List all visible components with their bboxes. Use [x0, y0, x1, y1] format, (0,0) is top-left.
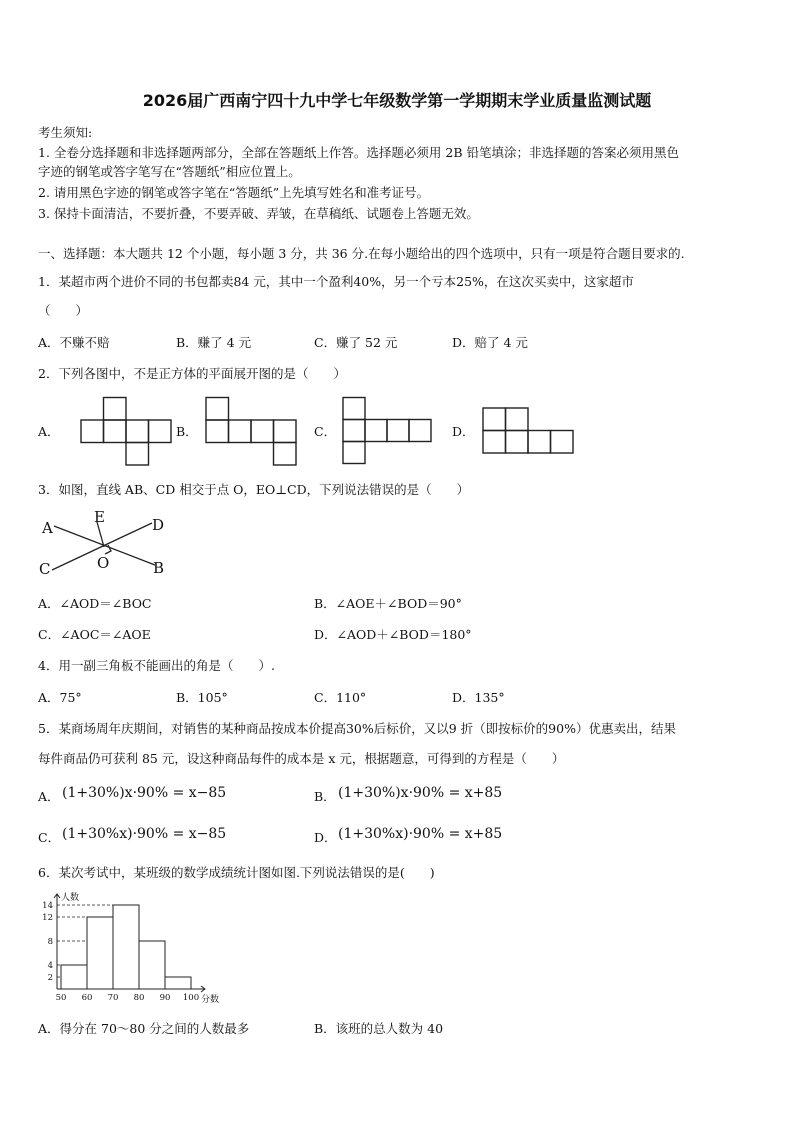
- option-c-label: C．: [38, 830, 61, 845]
- y-tick-label: 4: [47, 961, 53, 971]
- question-1-stem: 1．某超市两个进价不同的书包都卖84 元，其中一个盈利40%，另一个亏本25%，在这次买卖中，这家超市: [38, 274, 634, 289]
- label-a: A: [42, 519, 53, 537]
- histogram-bar: [87, 917, 113, 989]
- option-d: D．∠AOD＋∠BOD＝180°: [314, 627, 472, 642]
- question-2-stem: 2．下列各图中，不是正方体的平面展开图的是（ ）: [38, 366, 346, 381]
- notice-item: 2. 请用黑色字迹的钢笔或答字笔在“答题纸”上先填写姓名和准考证号。: [38, 185, 430, 200]
- option-c-expr: (1+30%x)·90% = x−85: [62, 826, 227, 842]
- option-d: D．赔了 4 元: [452, 335, 528, 350]
- question-5-stem: 5．某商场周年庆期间，对销售的某种商品按成本价提高30%后标价，又以9 折（即按标价的90%）优惠卖出，结果: [38, 721, 676, 736]
- section-heading: 一、选择题：本大题共 12 个小题，每小题 3 分，共 36 分.在每小题给出的四个选项中，只有一项是符合题目要求的.: [38, 246, 685, 261]
- y-tick-label: 8: [47, 937, 53, 947]
- option-b: B．赚了 4 元: [176, 335, 252, 350]
- label-o: O: [97, 554, 110, 572]
- notice-heading: 考生须知:: [38, 125, 93, 140]
- y-tick-label: 14: [42, 901, 53, 911]
- page-title: 2026届广西南宁四十九中学七年级数学第一学期期末学业质量监测试题: [142, 91, 652, 110]
- histogram-bar: [113, 905, 139, 989]
- x-tick-label: 80: [133, 993, 145, 1003]
- x-tick-label: 70: [107, 993, 119, 1003]
- x-axis-label: 分数: [201, 995, 220, 1005]
- x-tick-label: 90: [159, 993, 171, 1003]
- y-tick-label: 12: [42, 913, 53, 923]
- histogram-bar: [139, 941, 165, 989]
- net-c: [343, 398, 431, 464]
- option-a-expr: (1+30%)x·90% = x−85: [62, 785, 227, 801]
- question-1-paren: （ ）: [38, 303, 89, 318]
- score-histogram: [30, 888, 220, 1006]
- histogram-bar: [61, 965, 87, 989]
- option-d: D．135°: [452, 690, 505, 705]
- option-a: A．不赚不赔: [38, 335, 110, 350]
- option-d-label: D．: [314, 830, 337, 845]
- notice-item: 3. 保持卡面清洁，不要折叠，不要弄破、弄皱，在草稿纸、试题卷上答题无效。: [38, 206, 479, 221]
- net-d: [483, 408, 573, 453]
- question-3-stem: 3．如图，直线 AB、CD 相交于点 O，EO⊥CD，下列说法错误的是（ ）: [38, 482, 470, 497]
- option-b-expr: (1+30%)x·90% = x+85: [338, 785, 503, 801]
- intersecting-lines-figure: [30, 505, 190, 580]
- x-tick-label: 60: [81, 993, 93, 1003]
- x-tick-label: 100: [182, 993, 200, 1003]
- notice-item: 1. 全卷分选择题和非选择题两部分，全部在答题纸上作答。选择题必须用 2B 铅笔填涂；非选择题的答案必须用黑色: [38, 145, 679, 160]
- option-b: B．105°: [176, 690, 228, 705]
- option-a: A．75°: [38, 690, 82, 705]
- question-5-stem: 每件商品仍可获利 85 元，设这种商品每件的成本是 x 元，根据题意，可得到的方程是（ ）: [38, 751, 565, 766]
- y-axis-label: 人数: [61, 893, 80, 903]
- net-b: [206, 398, 296, 466]
- histogram-bar: [165, 977, 191, 989]
- option-a-label: A．: [38, 789, 60, 804]
- option-a: A．∠AOD＝∠BOC: [38, 596, 152, 611]
- option-b: B．该班的总人数为 40: [314, 1021, 444, 1036]
- label-c: C: [39, 560, 51, 578]
- option-b: B．∠AOE＋∠BOD＝90°: [314, 596, 462, 611]
- option-a: A．得分在 70～80 分之间的人数最多: [38, 1021, 250, 1036]
- net-a: [81, 398, 171, 466]
- x-tick-label: 50: [55, 993, 67, 1003]
- label-e: E: [94, 508, 105, 526]
- question-4-stem: 4．用一副三角板不能画出的角是（ ）.: [38, 658, 275, 673]
- question-6-stem: 6．某次考试中，某班级的数学成绩统计图如图.下列说法错误的是( ): [38, 865, 435, 880]
- figure-label-a: A．: [38, 424, 60, 439]
- label-d: D: [152, 516, 165, 534]
- figure-label-c: C．: [314, 424, 337, 439]
- option-c: C．赚了 52 元: [314, 335, 398, 350]
- notice-item: 字迹的钢笔或答字笔写在“答题纸”相应位置上。: [38, 164, 301, 179]
- y-tick-label: 2: [47, 973, 53, 983]
- cube-nets-figure: [0, 0, 794, 480]
- option-c: C．110°: [314, 690, 367, 705]
- option-b-label: B．: [314, 789, 336, 804]
- option-d-expr: (1+30%x)·90% = x+85: [338, 826, 503, 842]
- figure-label-b: B．: [176, 424, 198, 439]
- label-b: B: [153, 559, 165, 577]
- option-c: C．∠AOC＝∠AOE: [38, 627, 151, 642]
- figure-label-d: D．: [452, 424, 475, 439]
